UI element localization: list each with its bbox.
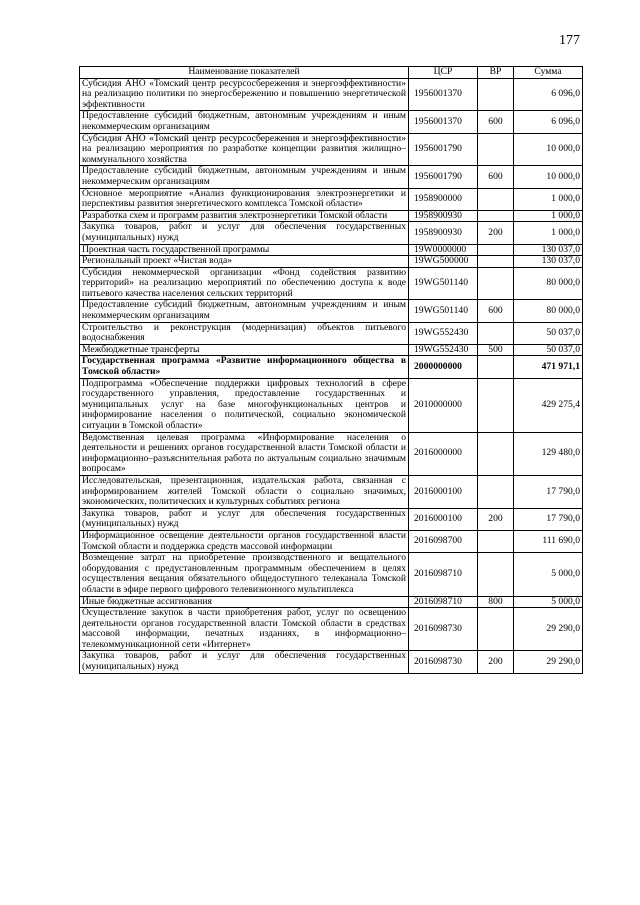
table-row xyxy=(80,267,583,300)
row-sum-cell: 17 790,0 xyxy=(514,508,583,530)
row-sum-cell: 130 037,0 xyxy=(514,256,583,268)
header-csr: ЦСР xyxy=(409,67,478,79)
row-sum-cell: 80 000,0 xyxy=(514,300,583,322)
row-name-cell: Проектная часть государственной программы xyxy=(80,244,409,256)
row-sum-cell: 6 096,0 xyxy=(514,78,583,111)
row-sum-cell: 429 275,4 xyxy=(514,378,583,432)
row-sum-cell: 5 000,0 xyxy=(514,596,583,608)
table-row xyxy=(80,322,583,344)
row-vr-cell xyxy=(478,322,514,344)
row-name-cell: Подпрограмма «Обеспечение поддержки цифровых технологий в сфере государственного управления, предоставление государственных и муниципальных услуг на базе многофункциональных центров и информирование населения о политической, социально экономической ситуации в Томской области» xyxy=(80,378,409,432)
row-sum-cell: 17 790,0 xyxy=(514,475,583,508)
row-vr-cell xyxy=(478,378,514,432)
row-vr-cell xyxy=(478,608,514,651)
row-name-cell: Субсидия АНО «Томский центр ресурсосбережения и энергоэффективности» на реализацию мероприятия по разработке концепции развития жилищно–коммунального хозяйства xyxy=(80,133,409,166)
row-name-cell: Строительство и реконструкция (модернизация) объектов питьевого водоснабжения xyxy=(80,322,409,344)
row-name-cell: Межбюджетные трансферты xyxy=(80,344,409,356)
row-vr-cell: 600 xyxy=(478,300,514,322)
row-vr-cell xyxy=(478,553,514,596)
page-number: 177 xyxy=(559,33,580,48)
table-row xyxy=(80,596,583,608)
row-name-cell: Закупка товаров, работ и услуг для обеспечения государственных (муниципальных) нужд xyxy=(80,508,409,530)
row-sum-cell: 5 000,0 xyxy=(514,553,583,596)
table-row xyxy=(80,378,583,432)
row-vr-cell: 200 xyxy=(478,508,514,530)
row-csr-cell: 1958900000 xyxy=(409,188,478,210)
row-csr-cell: 1956001370 xyxy=(409,78,478,111)
row-csr-cell: 19WG552430 xyxy=(409,344,478,356)
table-row xyxy=(80,244,583,256)
row-csr-cell: 1958900930 xyxy=(409,210,478,222)
row-csr-cell: 2016098710 xyxy=(409,553,478,596)
row-name-cell: Предоставление субсидий бюджетным, автономным учреждениям и иным некоммерческим организациям xyxy=(80,166,409,188)
row-name-cell: Иные бюджетные ассигнования xyxy=(80,596,409,608)
table-row xyxy=(80,432,583,475)
row-csr-cell: 19W0000000 xyxy=(409,244,478,256)
table-body xyxy=(80,78,583,673)
row-name-cell: Осуществление закупок в части приобретения работ, услуг по освещению деятельности органов государственной власти Томской области в средствах массовой информации, печатных изданиях, в информационно–телекоммуникационной сети «Интернет» xyxy=(80,608,409,651)
row-sum-cell: 10 000,0 xyxy=(514,133,583,166)
row-vr-cell xyxy=(478,210,514,222)
table-row xyxy=(80,300,583,322)
row-sum-cell: 130 037,0 xyxy=(514,244,583,256)
table-row xyxy=(80,210,583,222)
row-sum-cell: 1 000,0 xyxy=(514,188,583,210)
row-vr-cell xyxy=(478,267,514,300)
row-name-cell: Региональный проект «Чистая вода» xyxy=(80,256,409,268)
row-name-cell: Исследовательская, презентационная, издательская работа, связанная с информированием жителей Томской области о социально значимых, экономических, политических и культурных событиях региона xyxy=(80,475,409,508)
row-sum-cell: 29 290,0 xyxy=(514,608,583,651)
row-vr-cell xyxy=(478,133,514,166)
row-vr-cell xyxy=(478,188,514,210)
row-sum-cell: 80 000,0 xyxy=(514,267,583,300)
row-name-cell: Предоставление субсидий бюджетным, автономным учреждениям и иным некоммерческим организациям xyxy=(80,111,409,133)
header-vr: ВР xyxy=(478,67,514,79)
header-name: Наименование показателей xyxy=(80,67,409,79)
row-name-cell: Возмещение затрат на приобретение производственного и вещательного оборудования с предустановленным программным обеспечением в целях осуществления вещания обязательного общедоступного телеканала Томской области в эфире первого цифрового телевизионного мультиплекса xyxy=(80,553,409,596)
row-csr-cell: 2010000000 xyxy=(409,378,478,432)
header-sum: Сумма xyxy=(514,67,583,79)
row-vr-cell: 800 xyxy=(478,596,514,608)
row-name-cell: Закупка товаров, работ и услуг для обеспечения государственных (муниципальных) нужд xyxy=(80,222,409,244)
table-row xyxy=(80,256,583,268)
row-vr-cell xyxy=(478,256,514,268)
row-sum-cell: 129 480,0 xyxy=(514,432,583,475)
row-sum-cell: 111 690,0 xyxy=(514,530,583,552)
row-csr-cell: 1956001790 xyxy=(409,166,478,188)
row-csr-cell: 2016000100 xyxy=(409,475,478,508)
table-row xyxy=(80,553,583,596)
row-csr-cell: 19WG552430 xyxy=(409,322,478,344)
row-csr-cell: 2016098730 xyxy=(409,608,478,651)
row-name-cell: Закупка товаров, работ и услуг для обеспечения государственных (муниципальных) нужд xyxy=(80,651,409,673)
row-csr-cell: 2016098730 xyxy=(409,651,478,673)
row-name-cell: Субсидия некоммерческой организации «Фонд содействия развитию территорий» на реализацию мероприятий по обеспечению доступа к воде питьевого качества населения сельских территорий xyxy=(80,267,409,300)
table-row xyxy=(80,111,583,133)
table-row xyxy=(80,344,583,356)
row-name-cell: Субсидия АНО «Томский центр ресурсосбережения и энергоэффективности» на реализацию политики по энергосбережению и повышению энергетической эффективности xyxy=(80,78,409,111)
row-vr-cell xyxy=(478,530,514,552)
table-row xyxy=(80,608,583,651)
table-row xyxy=(80,530,583,552)
row-csr-cell: 2016000000 xyxy=(409,432,478,475)
row-csr-cell: 1956001790 xyxy=(409,133,478,166)
row-name-cell: Предоставление субсидий бюджетным, автономным учреждениям и иным некоммерческим организациям xyxy=(80,300,409,322)
row-sum-cell: 1 000,0 xyxy=(514,222,583,244)
row-vr-cell xyxy=(478,475,514,508)
row-sum-cell: 10 000,0 xyxy=(514,166,583,188)
row-vr-cell: 600 xyxy=(478,111,514,133)
table-row xyxy=(80,133,583,166)
table-row xyxy=(80,78,583,111)
table-row xyxy=(80,508,583,530)
row-sum-cell: 6 096,0 xyxy=(514,111,583,133)
row-name-cell: Информационное освещение деятельности органов государственной власти Томской области и поддержка средств массовой информации xyxy=(80,530,409,552)
row-csr-cell: 2016098710 xyxy=(409,596,478,608)
row-sum-cell: 50 037,0 xyxy=(514,322,583,344)
row-csr-cell: 19WG501140 xyxy=(409,267,478,300)
table-row xyxy=(80,188,583,210)
row-name-cell: Основное мероприятие «Анализ функционирования электроэнергетики и перспективы развития энергетического комплекса Томской области» xyxy=(80,188,409,210)
table-header-row xyxy=(80,67,583,79)
table-row xyxy=(80,475,583,508)
row-name-cell: Государственная программа «Развитие информационного общества в Томской области» xyxy=(80,356,409,378)
row-csr-cell: 2016000100 xyxy=(409,508,478,530)
row-vr-cell: 200 xyxy=(478,651,514,673)
row-name-cell: Разработка схем и программ развития электроэнергетики Томской области xyxy=(80,210,409,222)
row-sum-cell: 1 000,0 xyxy=(514,210,583,222)
table-row xyxy=(80,356,583,378)
row-csr-cell: 2016098700 xyxy=(409,530,478,552)
budget-table xyxy=(79,66,583,674)
row-sum-cell: 29 290,0 xyxy=(514,651,583,673)
row-vr-cell: 200 xyxy=(478,222,514,244)
table-row xyxy=(80,166,583,188)
row-vr-cell xyxy=(478,356,514,378)
row-vr-cell xyxy=(478,432,514,475)
table-row xyxy=(80,651,583,673)
table-row xyxy=(80,222,583,244)
row-vr-cell xyxy=(478,78,514,111)
row-csr-cell: 1958900930 xyxy=(409,222,478,244)
row-sum-cell: 471 971,1 xyxy=(514,356,583,378)
row-csr-cell: 19WG501140 xyxy=(409,300,478,322)
row-csr-cell: 1956001370 xyxy=(409,111,478,133)
row-csr-cell: 2000000000 xyxy=(409,356,478,378)
row-vr-cell: 600 xyxy=(478,166,514,188)
row-name-cell: Ведомственная целевая программа «Информирование населения о деятельности и решениях органов государственной власти Томской области и информационно–разъяснительная работа по актуальным социально значимым вопросам» xyxy=(80,432,409,475)
row-vr-cell: 500 xyxy=(478,344,514,356)
row-sum-cell: 50 037,0 xyxy=(514,344,583,356)
row-vr-cell xyxy=(478,244,514,256)
row-csr-cell: 19WG500000 xyxy=(409,256,478,268)
